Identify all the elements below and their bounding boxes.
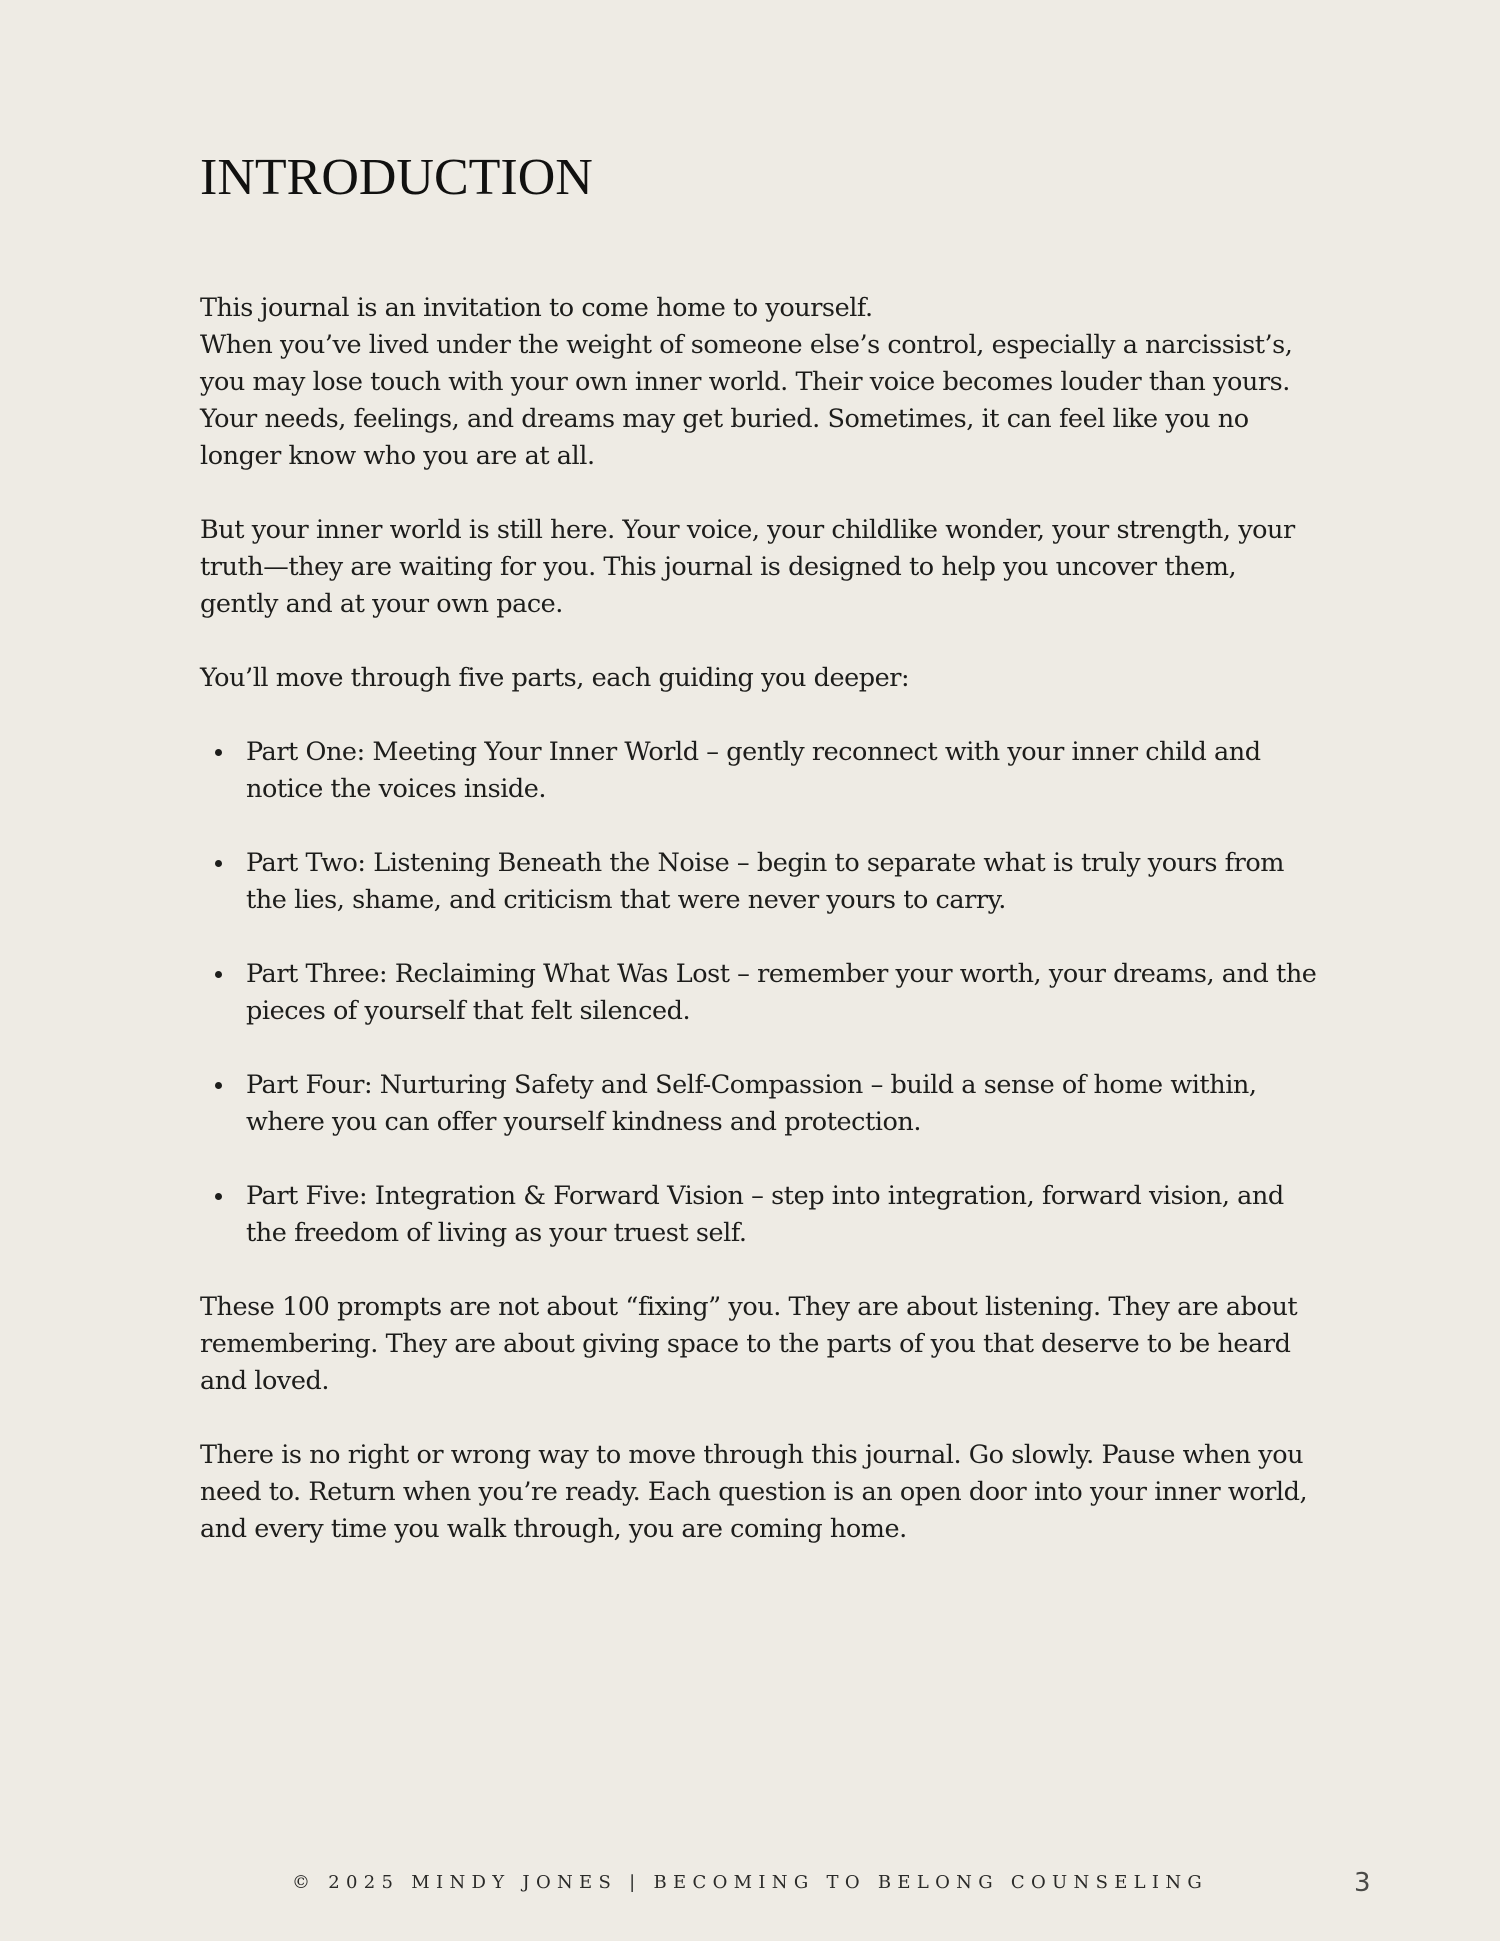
list-item <box>200 1067 1320 1141</box>
bullet-icon <box>215 1193 222 1200</box>
paragraph-closing: There is no right or wrong way to move through this journal. Go slowly. Pause when you need to. Return when you’re ready. Each question is an open door into your inner world, and every time you walk through, you are coming home. <box>200 1440 1308 1544</box>
paragraph-five-parts: You’ll move through five parts, each guiding you deeper: <box>200 663 910 693</box>
parts-list <box>200 734 1320 1252</box>
part-one-text: Part One: Meeting Your Inner World – gently reconnect with your inner child and notice the voices inside. <box>246 737 1261 804</box>
page-title: INTRODUCTION <box>200 149 593 206</box>
part-four-text: Part Four: Nurturing Safety and Self-Compassion – build a sense of home within, where you can offer yourself kindness and protection. <box>246 1070 1257 1137</box>
bullet-icon <box>215 860 222 867</box>
part-two-text: Part Two: Listening Beneath the Noise – begin to separate what is truly yours from the lies, shame, and criticism that were never yours to carry. <box>246 848 1284 915</box>
list-item <box>200 956 1320 1030</box>
intro-paragraph: When you’ve lived under the weight of someone else’s control, especially a narcissist’s, you may lose touch with your own inner world. Their voice becomes louder than yours. Your needs, feelings, and dreams may get buried. Sometimes, it can feel like you no longer know who you are at all. <box>200 330 1293 471</box>
list-item <box>200 845 1320 919</box>
paragraph-inner-world: But your inner world is still here. Your voice, your childlike wonder, your strength, your truth—they are waiting for you. This journal is designed to help you uncover them, gently and at your own pace. <box>200 515 1295 619</box>
footer-copyright: © 2025 MINDY JONES | BECOMING TO BELONG COUNSELING <box>291 1872 1209 1893</box>
intro-line-1: This journal is an invitation to come home to yourself. <box>200 293 873 323</box>
list-item <box>200 734 1320 808</box>
bullet-icon <box>215 1082 222 1089</box>
bullet-icon <box>215 749 222 756</box>
paragraph-prompts: These 100 prompts are not about “fixing” you. They are about listening. They are about remembering. They are about giving space to the parts of you that deserve to be heard and loved. <box>200 1292 1298 1396</box>
list-item <box>200 1178 1320 1252</box>
body-text <box>200 290 1320 1548</box>
page-number: 3 <box>1354 1868 1371 1898</box>
bullet-icon <box>215 971 222 978</box>
part-five-text: Part Five: Integration & Forward Vision – step into integration, forward vision, and the freedom of living as your truest self. <box>246 1181 1284 1248</box>
part-three-text: Part Three: Reclaiming What Was Lost – remember your worth, your dreams, and the pieces of yourself that felt silenced. <box>246 959 1317 1026</box>
